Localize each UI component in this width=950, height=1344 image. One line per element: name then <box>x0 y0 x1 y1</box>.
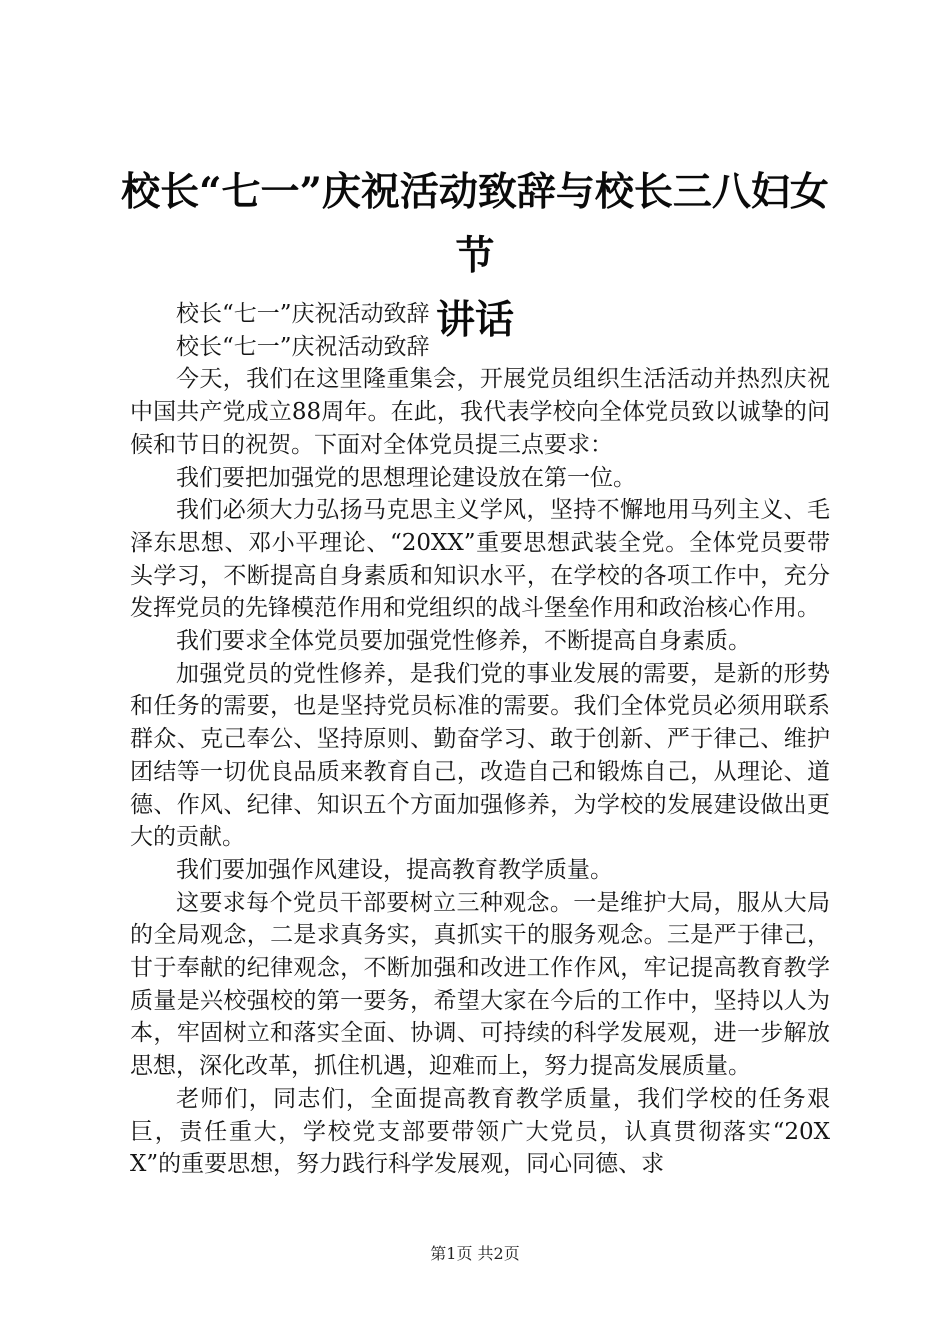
paragraph-subtitle-2: 校长“七一”庆祝活动致辞 <box>176 333 430 360</box>
paragraph-requirement-2-body: 加强党员的党性修养，是我们党的事业发展的需要，是新的形势和任务的需要，也是坚持党员标准的需要。我们全体党员必须用联系群众、克己奉公、坚持原则、勤奋学习、敢于创新、严于律己、维护团结等一切优良品质来教育自己，改造自己和锻炼自己，从理论、道德、作风、纪律、知识五个方面加强修养，为学校的发展建设做出更大的贡献。 <box>130 660 830 851</box>
document-body <box>130 298 830 1181</box>
document-title-line-1: 校长“七一”庆祝活动致辞与校长三八妇女节 <box>121 169 829 279</box>
paragraph-requirement-2-heading: 我们要求全体党员要加强党性修养，不断提高自身素质。 <box>176 628 751 655</box>
paragraph-requirement-3-body: 这要求每个党员干部要树立三种观念。一是维护大局，服从大局的全局观念，二是求真务实，真抓实干的服务观念。三是严于律己，甘于奉献的纪律观念，不断加强和改进工作作风，牢记提高教育教学质量是兴校强校的第一要务，希望大家在今后的工作中，坚持以人为本，牢固树立和落实全面、协调、可持续的科学发展观，进一步解放思想，深化改革，抓住机遇，迎难而上，努力提高发展质量。 <box>130 889 830 1080</box>
paragraph-closing: 老师们，同志们，全面提高教育教学质量，我们学校的任务艰巨，责任重大，学校党支部要带领广大党员，认真贯彻落实“20XX”的重要思想，努力践行科学发展观，同心同德、求 <box>130 1085 830 1178</box>
document-title-line-2: 讲话 <box>435 297 514 343</box>
paragraph-requirement-3-heading: 我们要加强作风建设，提高教育教学质量。 <box>176 856 613 883</box>
paragraph-subtitle-1: 校长“七一”庆祝活动致辞 <box>176 301 430 327</box>
page-number-footer: 第1页 共2页 <box>430 1244 520 1263</box>
paragraph-opening: 今天，我们在这里隆重集会，开展党员组织生活活动并热烈庆祝中国共产党成立88周年。在此，我代表学校向全体党员致以诚挚的问候和节日的祝贺。下面对全体党员提三点要求： <box>130 366 830 458</box>
paragraph-requirement-1-heading: 我们要把加强党的思想理论建设放在第一位。 <box>176 464 636 491</box>
paragraph-requirement-1-body: 我们必须大力弘扬马克思主义学风，坚持不懈地用马列主义、毛泽东思想、邓小平理论、“20XX”重要思想武装全党。全体党员要带头学习，不断提高自身素质和知识水平，在学校的各项工作中，充分发挥党员的先锋模范作用和党组织的战斗堡垒作用和政治核心作用。 <box>130 497 830 622</box>
